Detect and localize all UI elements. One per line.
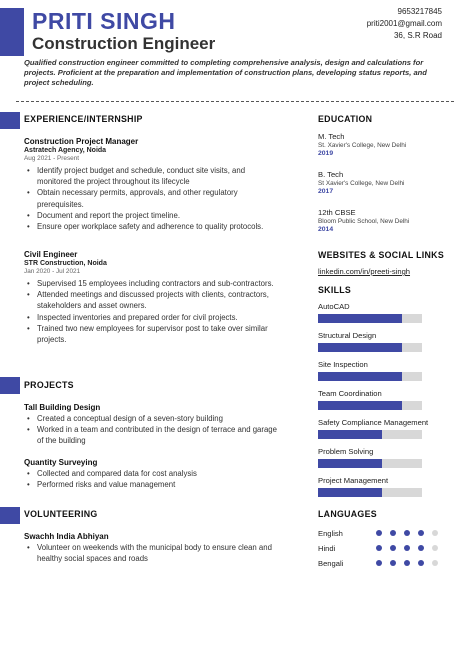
rating-dot-filled (390, 560, 396, 566)
job-title: Civil Engineer (24, 250, 78, 259)
project-title: Quantity Surveying (24, 458, 98, 467)
education-school: St. Xavier's College, New Delhi (318, 142, 407, 149)
education-degree: B. Tech (318, 170, 344, 179)
volunteering-section-bar (0, 507, 20, 524)
rating-dot-filled (376, 545, 382, 551)
contact-email[interactable]: priti2001@gmail.com (366, 18, 442, 28)
project-title: Tall Building Design (24, 403, 101, 412)
candidate-role: Construction Engineer (32, 34, 216, 53)
rating-dot-filled (404, 530, 410, 536)
experience-section-title: EXPERIENCE/INTERNSHIP (24, 114, 143, 124)
volunteering-bullets (24, 542, 280, 564)
header-divider (16, 101, 454, 102)
rating-dot-empty (432, 530, 438, 536)
list-item: • Worked in a team and contributed in the design of terrace and garage of the building (24, 424, 280, 446)
language-row (318, 559, 448, 568)
list-item: • Trained two new employees for supervisor post to take over similar projects. (24, 323, 280, 345)
skill-bar-track (318, 343, 422, 352)
rating-dot-filled (404, 560, 410, 566)
languages-section-title: LANGUAGES (318, 509, 377, 519)
rating-dot-empty (432, 545, 438, 551)
list-item: • Created a conceptual design of a seven-story building (24, 413, 280, 424)
list-item: • Inspected inventories and prepared order for civil projects. (24, 312, 280, 323)
volunteering-item-1 (24, 532, 280, 564)
education-degree: 12th CBSE (318, 208, 356, 217)
list-item: • Performed risks and value management (24, 479, 280, 490)
candidate-name: PRITI SINGH (32, 8, 176, 34)
skill-name: Team Coordination (318, 389, 382, 398)
skill-bar-fill (318, 459, 382, 468)
skill-bar-track (318, 488, 422, 497)
skill-bar-fill (318, 372, 402, 381)
skill-name: Site Inspection (318, 360, 368, 369)
experience-job-2 (24, 250, 280, 345)
skill-name: Structural Design (318, 331, 377, 340)
skill-item (318, 360, 448, 389)
rating-dot-filled (376, 530, 382, 536)
job-date: Jan 2020 - Jul 2021 (24, 268, 81, 275)
language-name: Hindi (318, 544, 336, 553)
project-bullets (24, 413, 280, 447)
language-rating (376, 530, 438, 536)
job-title: Construction Project Manager (24, 137, 139, 146)
list-item: • Obtain necessary permits, approvals, and other regulatory prerequisites. (24, 187, 280, 209)
language-row (318, 544, 448, 553)
rating-dot-filled (404, 545, 410, 551)
profile-summary: Qualified construction engineer committed to completing comprehensive analysis, design and calculations for projects. Proficient at the preparation and implementation of construction plans, developing status reports, and project scheduling. (24, 58, 427, 88)
list-item: • Document and report the project timeline. (24, 210, 280, 221)
websites-section-title: WEBSITES & SOCIAL LINKS (318, 250, 444, 260)
language-row (318, 529, 448, 538)
rating-dot-filled (390, 530, 396, 536)
skill-item (318, 331, 448, 360)
education-year: 2019 (318, 150, 334, 157)
list-item: • Ensure oper workplace safety and adherence to quality protocols. (24, 221, 280, 232)
list-item: • Identify project budget and schedule, conduct site visits, and monitored the project throughout its lifecycle (24, 165, 280, 187)
job-company: Astratech Agency, Noida (24, 147, 107, 154)
education-degree: M. Tech (318, 132, 345, 141)
skills-section-title: SKILLS (318, 285, 352, 295)
project-bullets (24, 468, 280, 490)
experience-job-1 (24, 137, 280, 232)
websites-list (318, 267, 448, 276)
rating-dot-empty (432, 560, 438, 566)
education-school: Bloom Public School, New Delhi (318, 218, 410, 225)
experience-section-bar (0, 112, 20, 129)
linkedin-link[interactable]: linkedin.com/in/preeti-singh (318, 267, 411, 276)
list-item: • Collected and compared data for cost analysis (24, 468, 280, 479)
skill-bar-track (318, 372, 422, 381)
job-bullets (24, 165, 280, 232)
job-company: STR Construction, Noida (24, 260, 107, 267)
job-date: Aug 2021 - Present (24, 155, 80, 162)
skill-name: Safety Compliance Management (318, 418, 429, 427)
skill-name: Project Management (318, 476, 389, 485)
education-school: St Xavier's College, New Delhi (318, 180, 405, 187)
projects-section-bar (0, 377, 20, 394)
education-item-2 (318, 170, 448, 195)
volunteering-section-title: VOLUNTEERING (24, 509, 98, 519)
header-accent-bar (0, 8, 24, 56)
skill-item (318, 302, 448, 331)
language-name: Bengali (318, 559, 344, 568)
education-year: 2014 (318, 226, 334, 233)
skill-item (318, 476, 448, 505)
skill-bar-track (318, 401, 422, 410)
rating-dot-filled (418, 545, 424, 551)
education-year: 2017 (318, 188, 334, 195)
project-item-1 (24, 403, 280, 447)
skills-list (318, 302, 448, 505)
contact-block (367, 6, 442, 41)
skill-item (318, 418, 448, 447)
skill-bar-fill (318, 488, 382, 497)
skill-item (318, 389, 448, 418)
project-item-2 (24, 458, 280, 490)
volunteering-title: Swachh India Abhiyan (24, 532, 109, 541)
education-item-3 (318, 208, 448, 233)
education-section-title: EDUCATION (318, 114, 373, 124)
skill-name: Problem Solving (318, 447, 374, 456)
skill-item (318, 447, 448, 476)
rating-dot-filled (376, 560, 382, 566)
skill-bar-track (318, 314, 422, 323)
language-name: English (318, 529, 343, 538)
projects-section-title: PROJECTS (24, 380, 74, 390)
rating-dot-filled (390, 545, 396, 551)
skill-bar-fill (318, 343, 402, 352)
rating-dot-filled (418, 530, 424, 536)
contact-phone[interactable]: 9653217845 (397, 7, 442, 16)
skill-bar-fill (318, 314, 402, 323)
list-item: • Attended meetings and discussed projects with clients, contractors, stakeholders and asset owners. (24, 289, 280, 311)
list-item: • Volunteer on weekends with the municipal body to ensure clean and healthy social spaces and roads (24, 542, 280, 564)
language-rating (376, 560, 438, 566)
list-item: • Supervised 15 employees including contractors and sub-contractors. (24, 278, 280, 289)
rating-dot-filled (418, 560, 424, 566)
skill-bar-fill (318, 430, 382, 439)
skill-bar-fill (318, 401, 402, 410)
job-bullets (24, 278, 280, 345)
language-rating (376, 545, 438, 551)
contact-address: 36, S.R Road (393, 30, 442, 40)
skill-bar-track (318, 459, 422, 468)
education-item-1 (318, 132, 448, 157)
skill-name: AutoCAD (318, 302, 350, 311)
skill-bar-track (318, 430, 422, 439)
